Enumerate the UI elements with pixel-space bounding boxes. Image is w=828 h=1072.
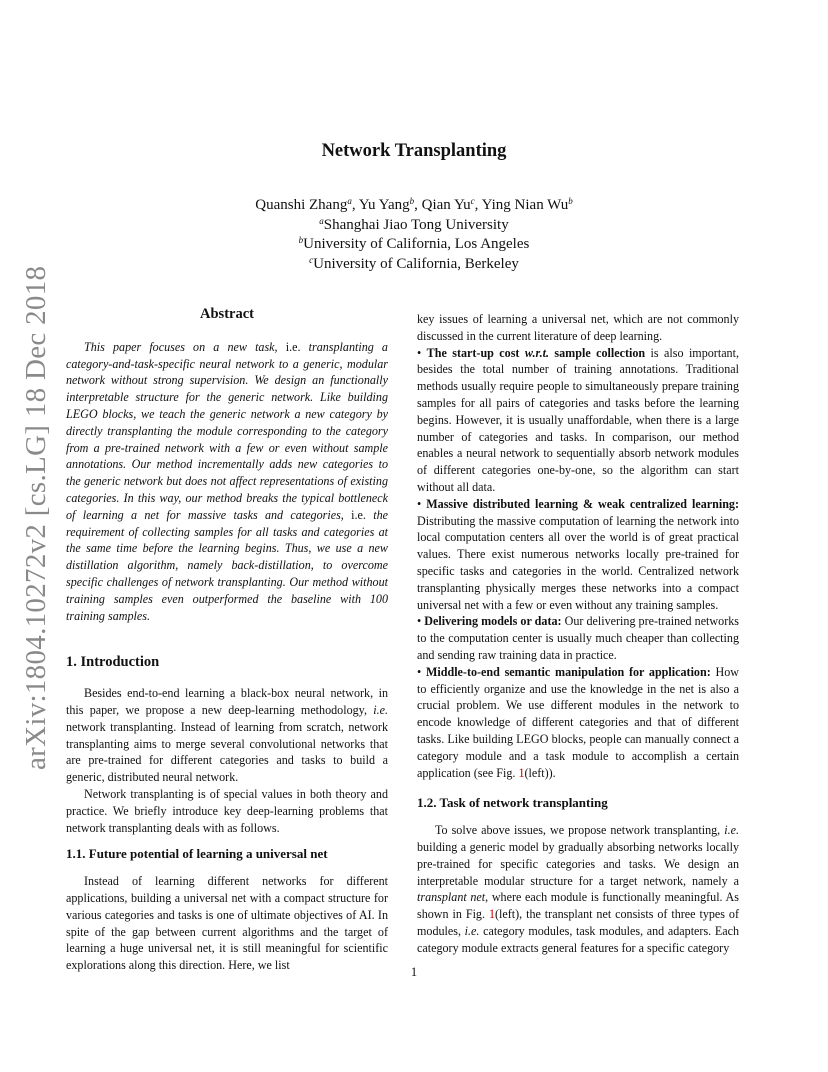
bullet-distributed-learning: • Massive distributed learning & weak centralized learning: Distributing the massive computation of learning the network into local computation centers all over the world is of great practical values. There exist numerous networks locally pre-trained for specific tasks and categories in the world. Centralized network transplanting physically merges these networks into a compact universal net with a few or even without any training samples.	[417, 496, 739, 612]
affiliation-a: $^a$Shanghai Jiao Tong University	[319, 215, 509, 233]
section-introduction-heading: 1. Introduction	[66, 654, 160, 671]
section-1-1-heading: 1.1. Future potential of learning a universal net	[66, 846, 328, 862]
section-1-1-paragraph: Instead of learning different networks for different applications, building a universal net with a compact structure for various categories and tasks is one of ultimate objectives of AI. In spite of the gap between current algorithms and the target of learning a huge universal net, it is still meaningful for scientific explorations along this direction. Here, we list	[66, 874, 388, 973]
figure-ref-link[interactable]: 1	[518, 765, 525, 780]
section-1-2-paragraph: To solve above issues, we propose network transplanting, i.e. building a generic model by gradually absorbing networks locally pre-trained for specific categories and tasks. We design an interpretable modular structure for a target network, namely a transplant net, where each module is functionally meaningful. As shown in Fig. 1(left), the transplant net consists of three types of modules, i.e. category modules, task modules, and adapters. Each category module extracts general features for a specific category	[417, 823, 739, 955]
bullet-semantic-manipulation: • Middle-to-end semantic manipulation for application: How to efficiently organize and use the knowledge in the net is also a crucial problem. We use different modules in the network to encode knowledge of different categories and that of different tasks. Like building LEGO blocks, people can manually connect a category module and a task module to accomplish a certain application (see Fig. 1(left)).	[417, 664, 739, 780]
paper-title: Network Transplanting	[321, 141, 507, 161]
bullet-startup-cost: • The start-up cost w.r.t. sample collection is also important, besides the total number of training annotations. Traditional methods usually require people to simultaneously prepare training samples for all pairs of categories and tasks before the learning begins. However, it is usually unaffordable, when there is a large number of categories and tasks. In comparison, our method enables a neural network to sequentially absorb network modules of different categories one-by-one, so the algorithm can start without all data.	[417, 345, 739, 494]
author-block	[0, 196, 828, 274]
intro-paragraph-2: Network transplanting is of special values in both theory and practice. We briefly introduce key deep-learning problems that network transplanting deals with as follows.	[66, 786, 388, 835]
page-number: 1	[410, 965, 418, 979]
figure-ref-link[interactable]: 1	[488, 907, 495, 922]
author-names: Quanshi Zhang$^a$, Yu Yang$^b$, Qian Yu$^c$, Ying Nian Wu$^b$	[255, 196, 573, 213]
bullet-delivering-models: • Delivering models or data: Our delivering pre-trained networks to the computation center is usually much cheaper than collecting and sending raw training data in practice.	[417, 614, 739, 662]
right-column	[417, 311, 739, 956]
affiliation-c: $^c$University of California, Berkeley	[309, 254, 519, 272]
affiliation-b: $^b$University of California, Los Angeles	[298, 235, 530, 252]
section-1-2-heading: 1.2. Task of network transplanting	[417, 795, 608, 811]
continuation-paragraph: key issues of learning a universal net, which are not commonly discussed in the current literature of deep learning.	[417, 312, 739, 343]
arxiv-side-stamp: arXiv:1804.10272v2 [cs.LG] 18 Dec 2018	[20, 265, 52, 770]
left-column	[66, 306, 388, 974]
abstract-heading: Abstract	[200, 306, 254, 322]
intro-paragraph-1: Besides end-to-end learning a black-box neural network, in this paper, we propose a new deep-learning methodology, i.e. network transplanting. Instead of learning from scratch, network transplanting aims to merge several convolutional networks that are pre-trained for different categories and tasks to build a generic, distributed neural network.	[66, 686, 388, 785]
abstract-text: This paper focuses on a new task, i.e. transplanting a category-and-task-specific neural network to a generic, modular network without strong supervision. We design an functionally interpretable structure for the generic network. Like building LEGO blocks, we teach the generic network a new category by directly transplanting the module corresponding to the category from a pre-trained network with a few or even without sample annotations. Our method incrementally adds new categories to the generic network but does not affect representations of existing categories. In this way, our method breaks the typical bottleneck of learning a net for massive tasks and categories, i.e. the requirement of collecting samples for all tasks and categories at the same time before the learning begins. Thus, we use a new distillation algorithm, namely back-distillation, to overcome specific challenges of network transplanting. Our method without training samples even outperformed the baseline with 100 training samples.	[66, 339, 389, 623]
